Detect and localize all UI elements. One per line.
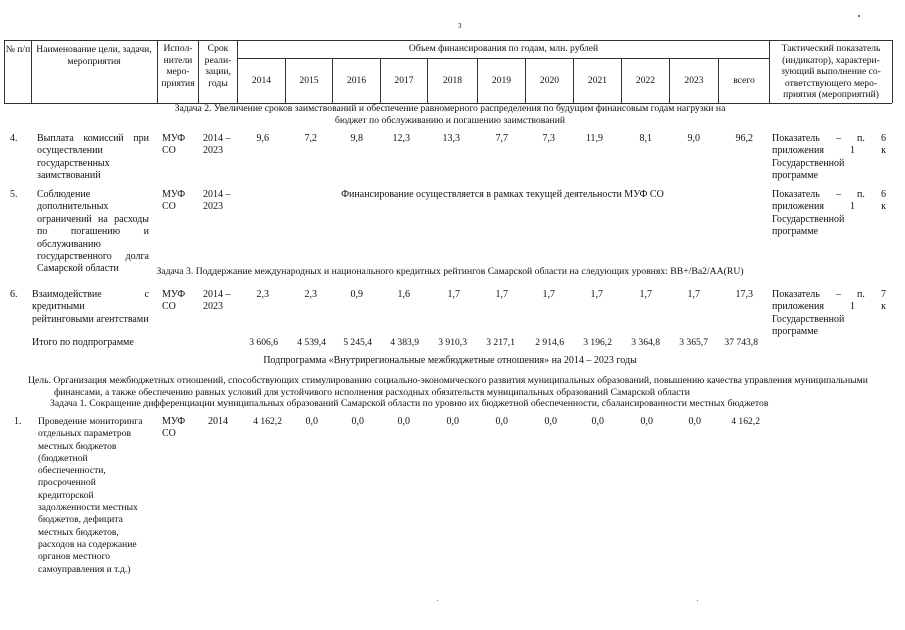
row-5-indicator: Показатель – п. 6 приложения 1 к Государственной программе	[772, 189, 886, 238]
row-4-value: 8,1	[639, 133, 652, 144]
subtotal-label: Итого по подпрограмме	[32, 337, 134, 348]
header-year: 2021	[587, 75, 608, 86]
row-4-total: 96,2	[735, 133, 753, 144]
row-4-executor: МУФ СО	[162, 133, 186, 157]
row-6-value: 2,3	[256, 289, 269, 300]
header-financing-divider	[237, 58, 769, 59]
row-4-value: 9,0	[687, 133, 700, 144]
header-year: 2017	[394, 75, 414, 86]
row-1-value: 0,0	[351, 416, 364, 427]
subtotal-value: 2 914,6	[535, 337, 564, 348]
header-year: 2022	[635, 75, 656, 86]
row-5-num: 5.	[10, 189, 18, 200]
row-5-financing-note: Финансирование осуществляется в рамках текущей деятельности МУФ СО	[341, 189, 664, 200]
row-6-value: 1,7	[687, 289, 700, 300]
row-6-indicator: Показатель – п. 7 приложения 1 к Государственной программе	[772, 289, 886, 338]
row-1-value: 0,0	[397, 416, 410, 427]
row-6-value: 0,9	[350, 289, 363, 300]
row-6-value: 1,6	[397, 289, 410, 300]
subprogram-title: Подпрограмма «Внутрирегиональные межбюджетные отношения» на 2014 – 2023 годы	[263, 355, 637, 366]
header-year: 2023	[684, 75, 704, 86]
header-term: Срок реали-зации, годы	[204, 43, 232, 89]
subtotal-value: 3 196,2	[583, 337, 612, 348]
row-6-value: 1,7	[590, 289, 603, 300]
row-6-value: 1,7	[495, 289, 508, 300]
subtotal-total: 37 743,8	[724, 337, 758, 348]
header-year: 2016	[346, 75, 367, 86]
subtotal-value: 4 383,9	[390, 337, 419, 348]
row-4-value: 9,6	[256, 133, 269, 144]
header-vline	[769, 40, 770, 103]
row-4-value: 12,3	[392, 133, 410, 144]
task-3-title: Задача 3. Поддержание международных и национального кредитных рейтингов Самарской области на следующих уровнях: BB+/Ba2/AA(RU)	[156, 266, 744, 277]
subtotal-value: 5 245,4	[343, 337, 372, 348]
header-year: 2015	[299, 75, 319, 86]
subtotal-value: 3 365,7	[679, 337, 708, 348]
row-5-executor: МУФ СО	[162, 189, 186, 213]
row-6-executor: МУФ СО	[162, 289, 186, 313]
header-financing: Объем финансирования по годам, млн. рублей	[408, 43, 599, 54]
row-1-value: 0,0	[640, 416, 653, 427]
row-1-value: 4 162,2	[253, 416, 282, 427]
row-1-value: 0,0	[495, 416, 508, 427]
row-4-indicator: Показатель – п. 6 приложения 1 к Государственной программе	[772, 133, 886, 182]
row-1-executor: МУФ СО	[162, 416, 186, 440]
header-year: 2014	[251, 75, 272, 86]
header-name: Наименование цели, задачи, мероприятия	[36, 44, 152, 67]
row-6-value: 2,3	[304, 289, 317, 300]
row-6-value: 1,7	[542, 289, 555, 300]
subtotal-value: 3 910,3	[438, 337, 467, 348]
row-6-value: 1,7	[447, 289, 460, 300]
row-1-value: 0,0	[446, 416, 459, 427]
header-indicator: Тактический показатель (индикатор), характери-зующий выполнение со-ответствующего меро-приятия (мероприятий)	[781, 43, 881, 100]
row-1-name: Проведение мониторинга отдельных параметров местных бюджетов (бюджетной обеспеченности, просроченной кредиторской задолженности местных бюджетов, дефицита местных бюджетов, расходов на содержание органов местного самоуправления и т.д.)	[38, 416, 143, 575]
row-5-term: 2014 – 2023	[203, 189, 231, 213]
scan-speck	[697, 600, 698, 601]
row-4-value: 7,7	[495, 133, 508, 144]
header-year: 2019	[491, 75, 512, 86]
row-6-term: 2014 – 2023	[203, 289, 231, 313]
row-4-value: 7,3	[542, 133, 555, 144]
task-1-title: Задача 1. Сокращение дифференциации муниципальных образований Самарской области по уровню их бюджетной обеспеченности, сбалансированности местных бюджетов	[50, 398, 769, 409]
row-4-value: 7,2	[304, 133, 317, 144]
subtotal-value: 3 364,8	[631, 337, 660, 348]
row-6-value: 1,7	[639, 289, 652, 300]
header-num: № п/п	[5, 44, 31, 55]
task-2-title: Задача 2. Увеличение сроков заимствований и обеспечение равномерного распределения по будущим финансовым годам нагрузки на бюджет по обслуживанию и погашению заимствований	[174, 103, 726, 126]
row-6-total: 17,3	[735, 289, 753, 300]
row-5-name: Соблюдение дополнительных ограничений на расходы по погашению и обслуживанию государственного долга Самарской области	[37, 189, 149, 275]
header-year: 2020	[539, 75, 560, 86]
row-1-value: 0,0	[688, 416, 701, 427]
subtotal-value: 3 606,6	[249, 337, 278, 348]
row-6-name: Взаимодействие с кредитными рейтинговыми агентствами	[32, 289, 149, 325]
row-1-value: 0,0	[305, 416, 318, 427]
header-top-border	[4, 40, 892, 41]
row-1-term: 2014	[208, 416, 228, 427]
header-year: 2018	[442, 75, 463, 86]
row-4-value: 9,8	[350, 133, 363, 144]
subtotal-value: 3 217,1	[486, 337, 515, 348]
scan-speck	[437, 600, 438, 601]
row-1-value: 0,0	[591, 416, 604, 427]
header-total: всего	[733, 75, 755, 86]
page-number: 3	[458, 22, 462, 30]
header-executor: Испол-нители меро-приятия	[161, 43, 195, 89]
row-4-name: Выплата комиссий при осуществлении государственных заимствований	[37, 133, 149, 182]
goal-text: Цель. Организация межбюджетных отношений, способствующих стимулированию социально-экономического развития муниципальных образований, повышению качества управления муниципальными финансами, а также обеспечению равных условий для устойчивого исполнения расходных обязательств муниципальных образований Самарской области	[28, 375, 868, 398]
scan-speck	[858, 15, 860, 17]
row-1-value: 0,0	[544, 416, 557, 427]
row-1-total: 4 162,2	[731, 416, 760, 427]
row-1-num: 1.	[14, 416, 22, 427]
row-4-num: 4.	[10, 133, 18, 144]
subtotal-value: 4 539,4	[297, 337, 326, 348]
header-vline	[892, 40, 893, 103]
header-vline	[31, 40, 32, 103]
row-4-value: 13,3	[442, 133, 460, 144]
row-4-value: 11,9	[585, 133, 603, 144]
row-6-num: 6.	[10, 289, 18, 300]
row-4-term: 2014 – 2023	[203, 133, 231, 157]
